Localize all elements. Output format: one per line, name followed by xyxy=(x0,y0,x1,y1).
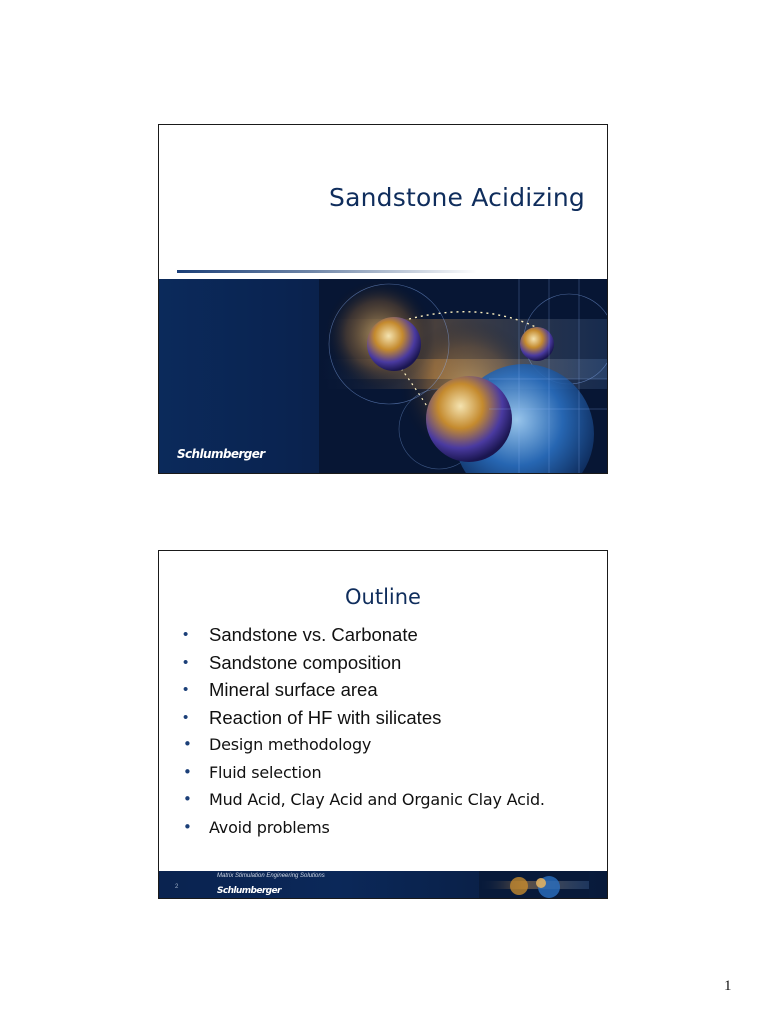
bullet-icon: • xyxy=(183,708,189,726)
outline-bullet-list xyxy=(181,621,545,841)
title-slide xyxy=(158,124,608,474)
list-item-text: Mineral surface area xyxy=(209,679,378,700)
slide-number: 2 xyxy=(175,884,179,890)
globes-illustration xyxy=(319,279,608,474)
slide-title: Sandstone Acidizing xyxy=(329,183,585,212)
list-item-text: Fluid selection xyxy=(209,762,322,782)
footer-tagline: Matrix Stimulation Engineering Solutions xyxy=(217,873,325,879)
list-item xyxy=(181,759,545,787)
schlumberger-logo: Schlumberger xyxy=(217,886,281,896)
list-item xyxy=(181,814,545,842)
list-item-text: Sandstone composition xyxy=(209,651,402,673)
list-item xyxy=(181,649,545,677)
list-item-text: Sandstone vs. Carbonate xyxy=(209,624,418,645)
schlumberger-logo: Schlumberger xyxy=(177,447,265,461)
bullet-icon: • xyxy=(183,653,189,671)
bullet-icon: • xyxy=(183,762,192,781)
list-item xyxy=(181,704,545,732)
bullet-icon: • xyxy=(183,735,192,753)
bullet-icon: • xyxy=(183,626,189,643)
list-item xyxy=(181,621,545,649)
slide-title: Outline xyxy=(345,585,421,609)
title-underline xyxy=(177,270,477,273)
list-item-text: Design methodology xyxy=(209,735,372,754)
page-number: 1 xyxy=(724,978,732,994)
list-item xyxy=(181,731,545,759)
globes-thumbnail xyxy=(479,871,589,899)
list-item-text: Avoid problems xyxy=(209,817,330,837)
bullet-icon: • xyxy=(183,817,192,836)
bullet-icon: • xyxy=(183,790,192,808)
list-item-text: Mud Acid, Clay Acid and Organic Clay Acid. xyxy=(209,790,545,809)
bullet-icon: • xyxy=(183,681,189,698)
slide-footer xyxy=(159,871,607,899)
list-item-text: Reaction of HF with silicates xyxy=(209,706,442,728)
outline-slide xyxy=(158,550,608,899)
list-item xyxy=(181,786,545,814)
list-item xyxy=(181,676,545,704)
